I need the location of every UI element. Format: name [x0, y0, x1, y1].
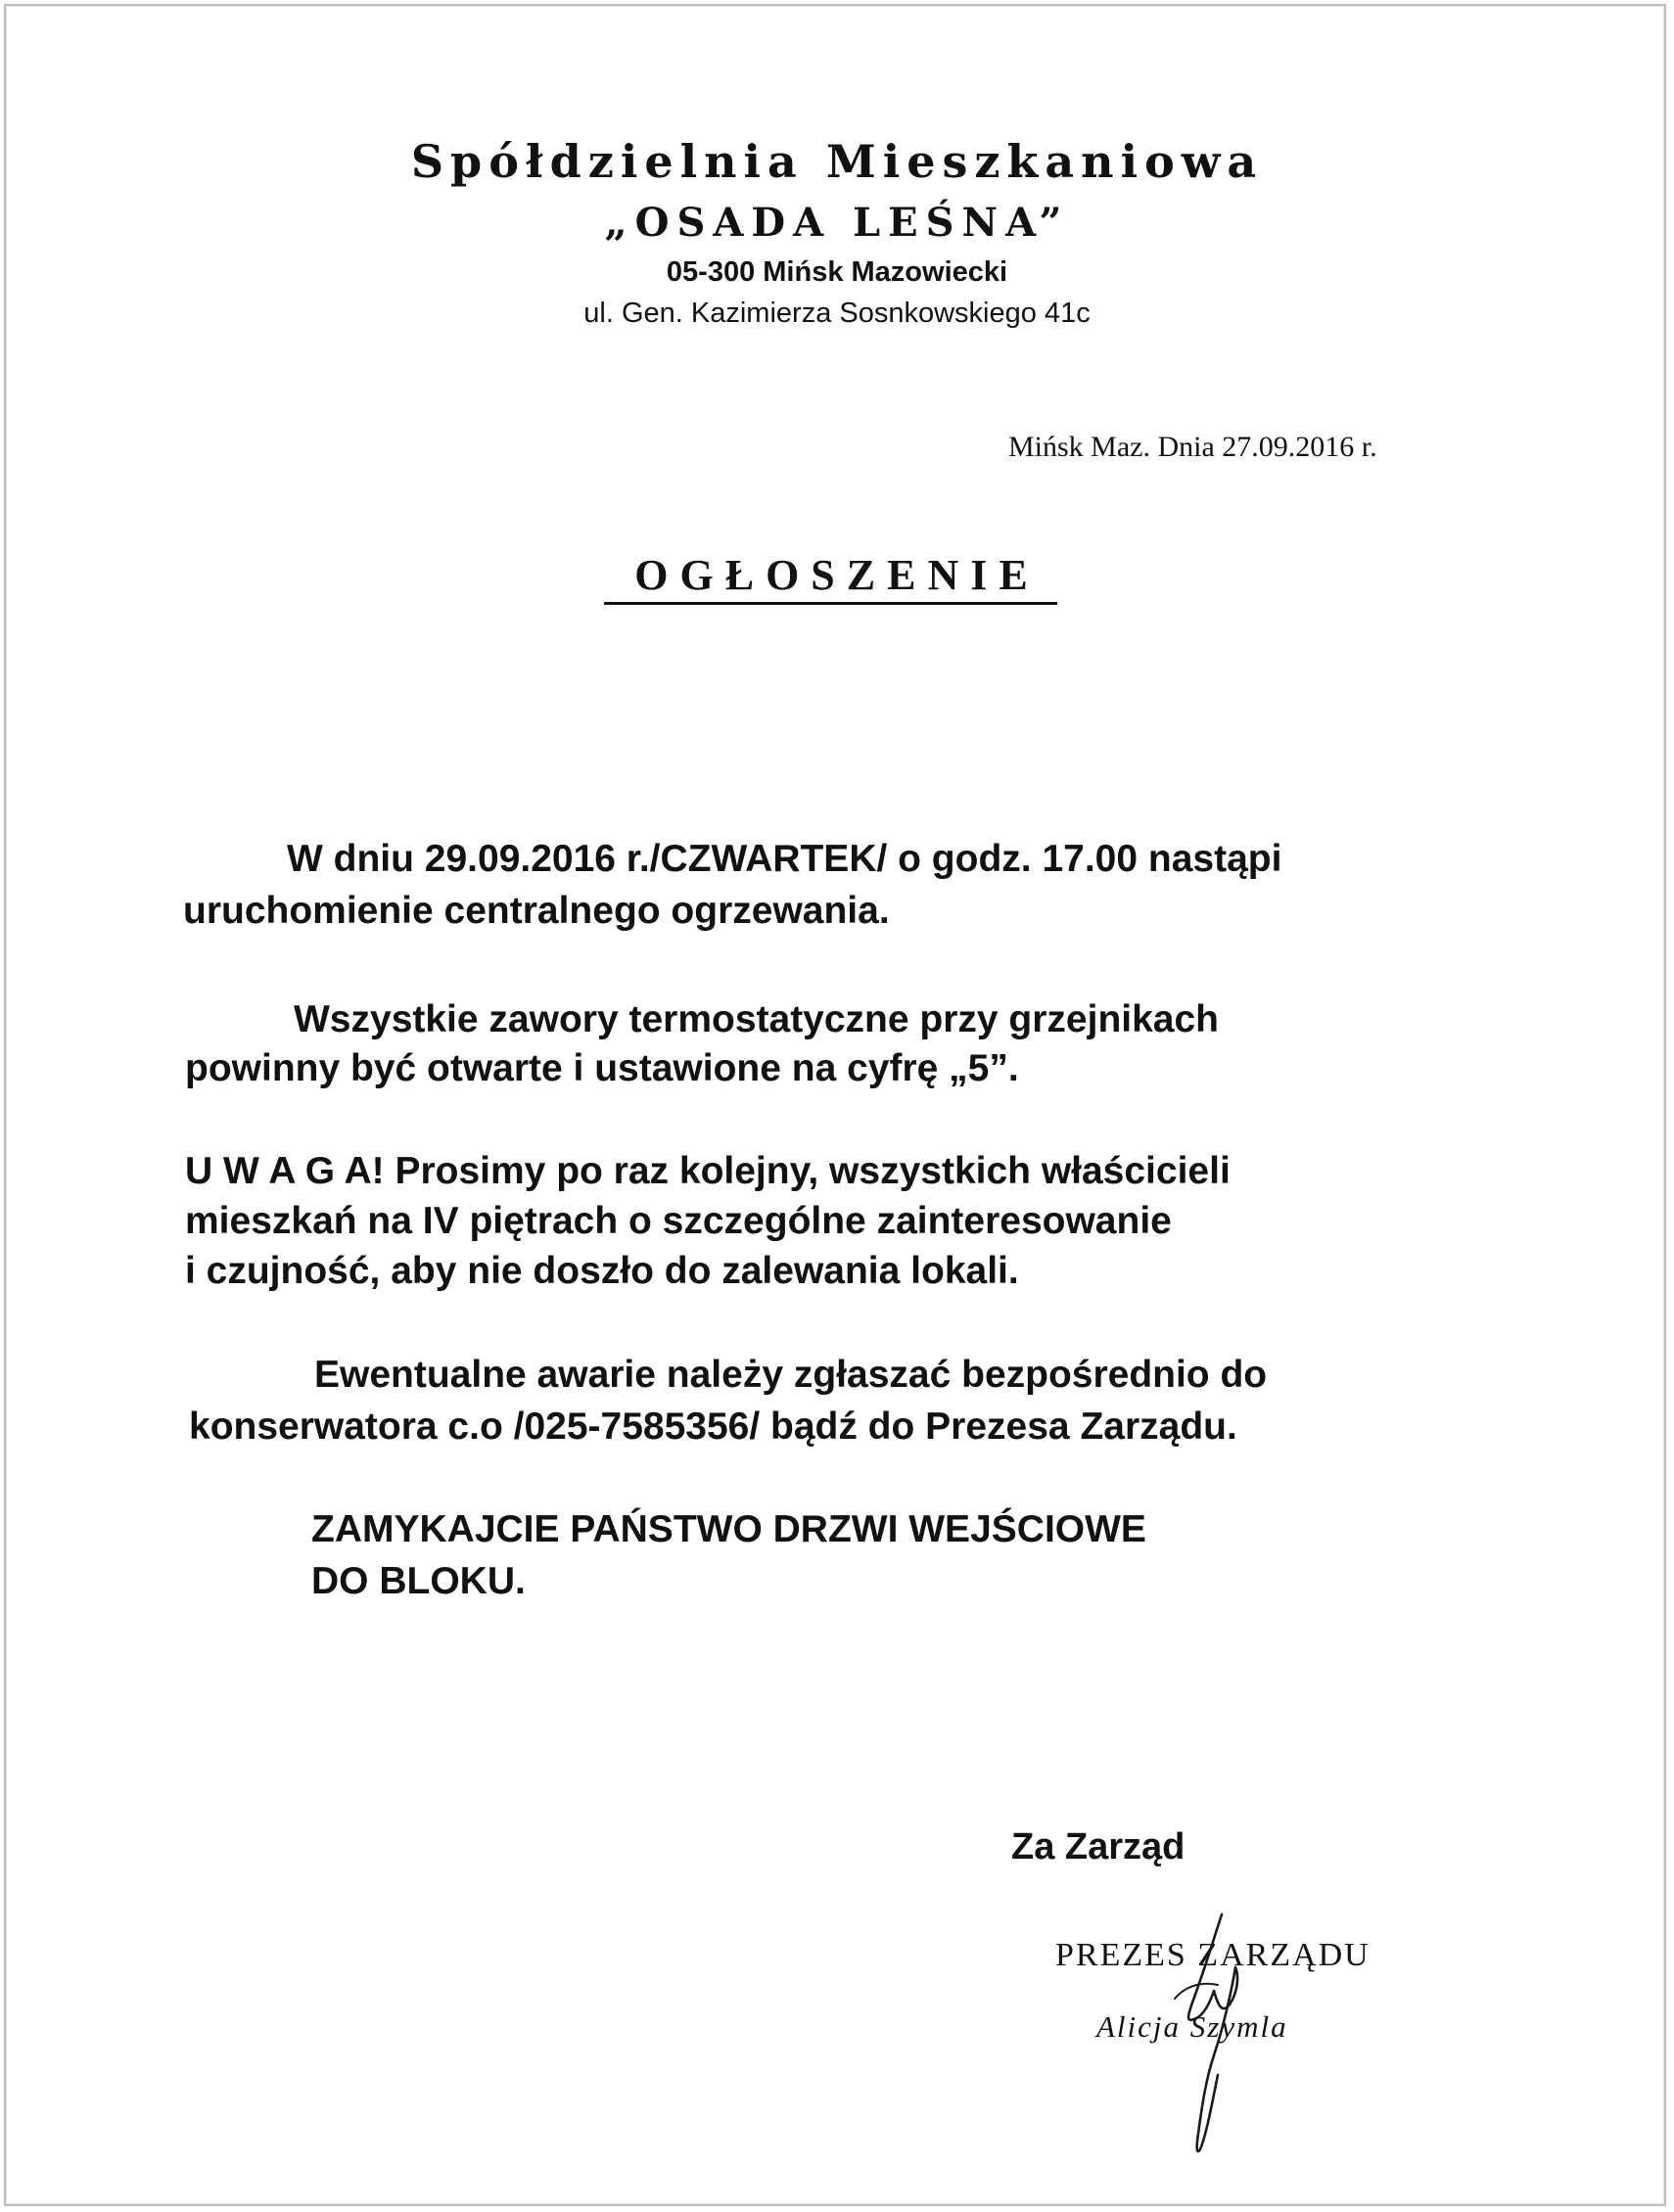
stamp-name: Alicja Szymla	[1096, 2009, 1288, 2044]
paragraph-4-line-2: konserwatora c.o /025-7585356/ bądź do Prezesa Zarządu.	[189, 1406, 1237, 1448]
paragraph-1-line-2: uruchomienie centralnego ogrzewania.	[183, 890, 890, 932]
org-city: 05-300 Mińsk Mazowiecki	[666, 256, 1008, 288]
signoff-label: Za Zarząd	[1011, 1826, 1186, 1867]
paragraph-1-line-1: W dniu 29.09.2016 r./CZWARTEK/ o godz. 17.00 nastąpi	[287, 838, 1282, 880]
paragraph-3-line-3: i czujność, aby nie doszło do zalewania lokali.	[185, 1250, 1019, 1292]
paragraph-3-line-1: U W A G A! Prosimy po raz kolejny, wszystkich właścicieli	[185, 1150, 1231, 1192]
paragraph-5-line-1: ZAMYKAJCIE PAŃSTWO DRZWI WEJŚCIOWE	[311, 1508, 1146, 1550]
org-subname: „OSADA LEŚNA”	[604, 200, 1070, 246]
paragraph-3-line-2: mieszkań na IV piętrach o szczególne zainteresowanie	[185, 1200, 1172, 1242]
org-street: ul. Gen. Kazimierza Sosnkowskiego 41c	[583, 298, 1091, 329]
org-name: Spółdzielnia Mieszkaniowa	[410, 135, 1264, 188]
paragraph-2-line-2: powinny być otwarte i ustawione na cyfrę „5”.	[185, 1047, 1019, 1089]
date-line: Mińsk Maz. Dnia 27.09.2016 r.	[1008, 431, 1377, 463]
stamp-title: PREZES ZARZĄDU	[1055, 1937, 1371, 1973]
paragraph-5-line-2: DO BLOKU.	[311, 1560, 526, 1602]
document-title: OGŁOSZENIE	[634, 551, 1040, 599]
page-border	[4, 4, 1666, 2206]
paragraph-2-line-1: Wszystkie zawory termostatyczne przy grzejnikach	[294, 998, 1220, 1040]
title-underline	[604, 602, 1057, 605]
paragraph-4-line-1: Ewentualne awarie należy zgłaszać bezpośrednio do	[314, 1354, 1268, 1396]
handwritten-signature	[1145, 1909, 1263, 2163]
